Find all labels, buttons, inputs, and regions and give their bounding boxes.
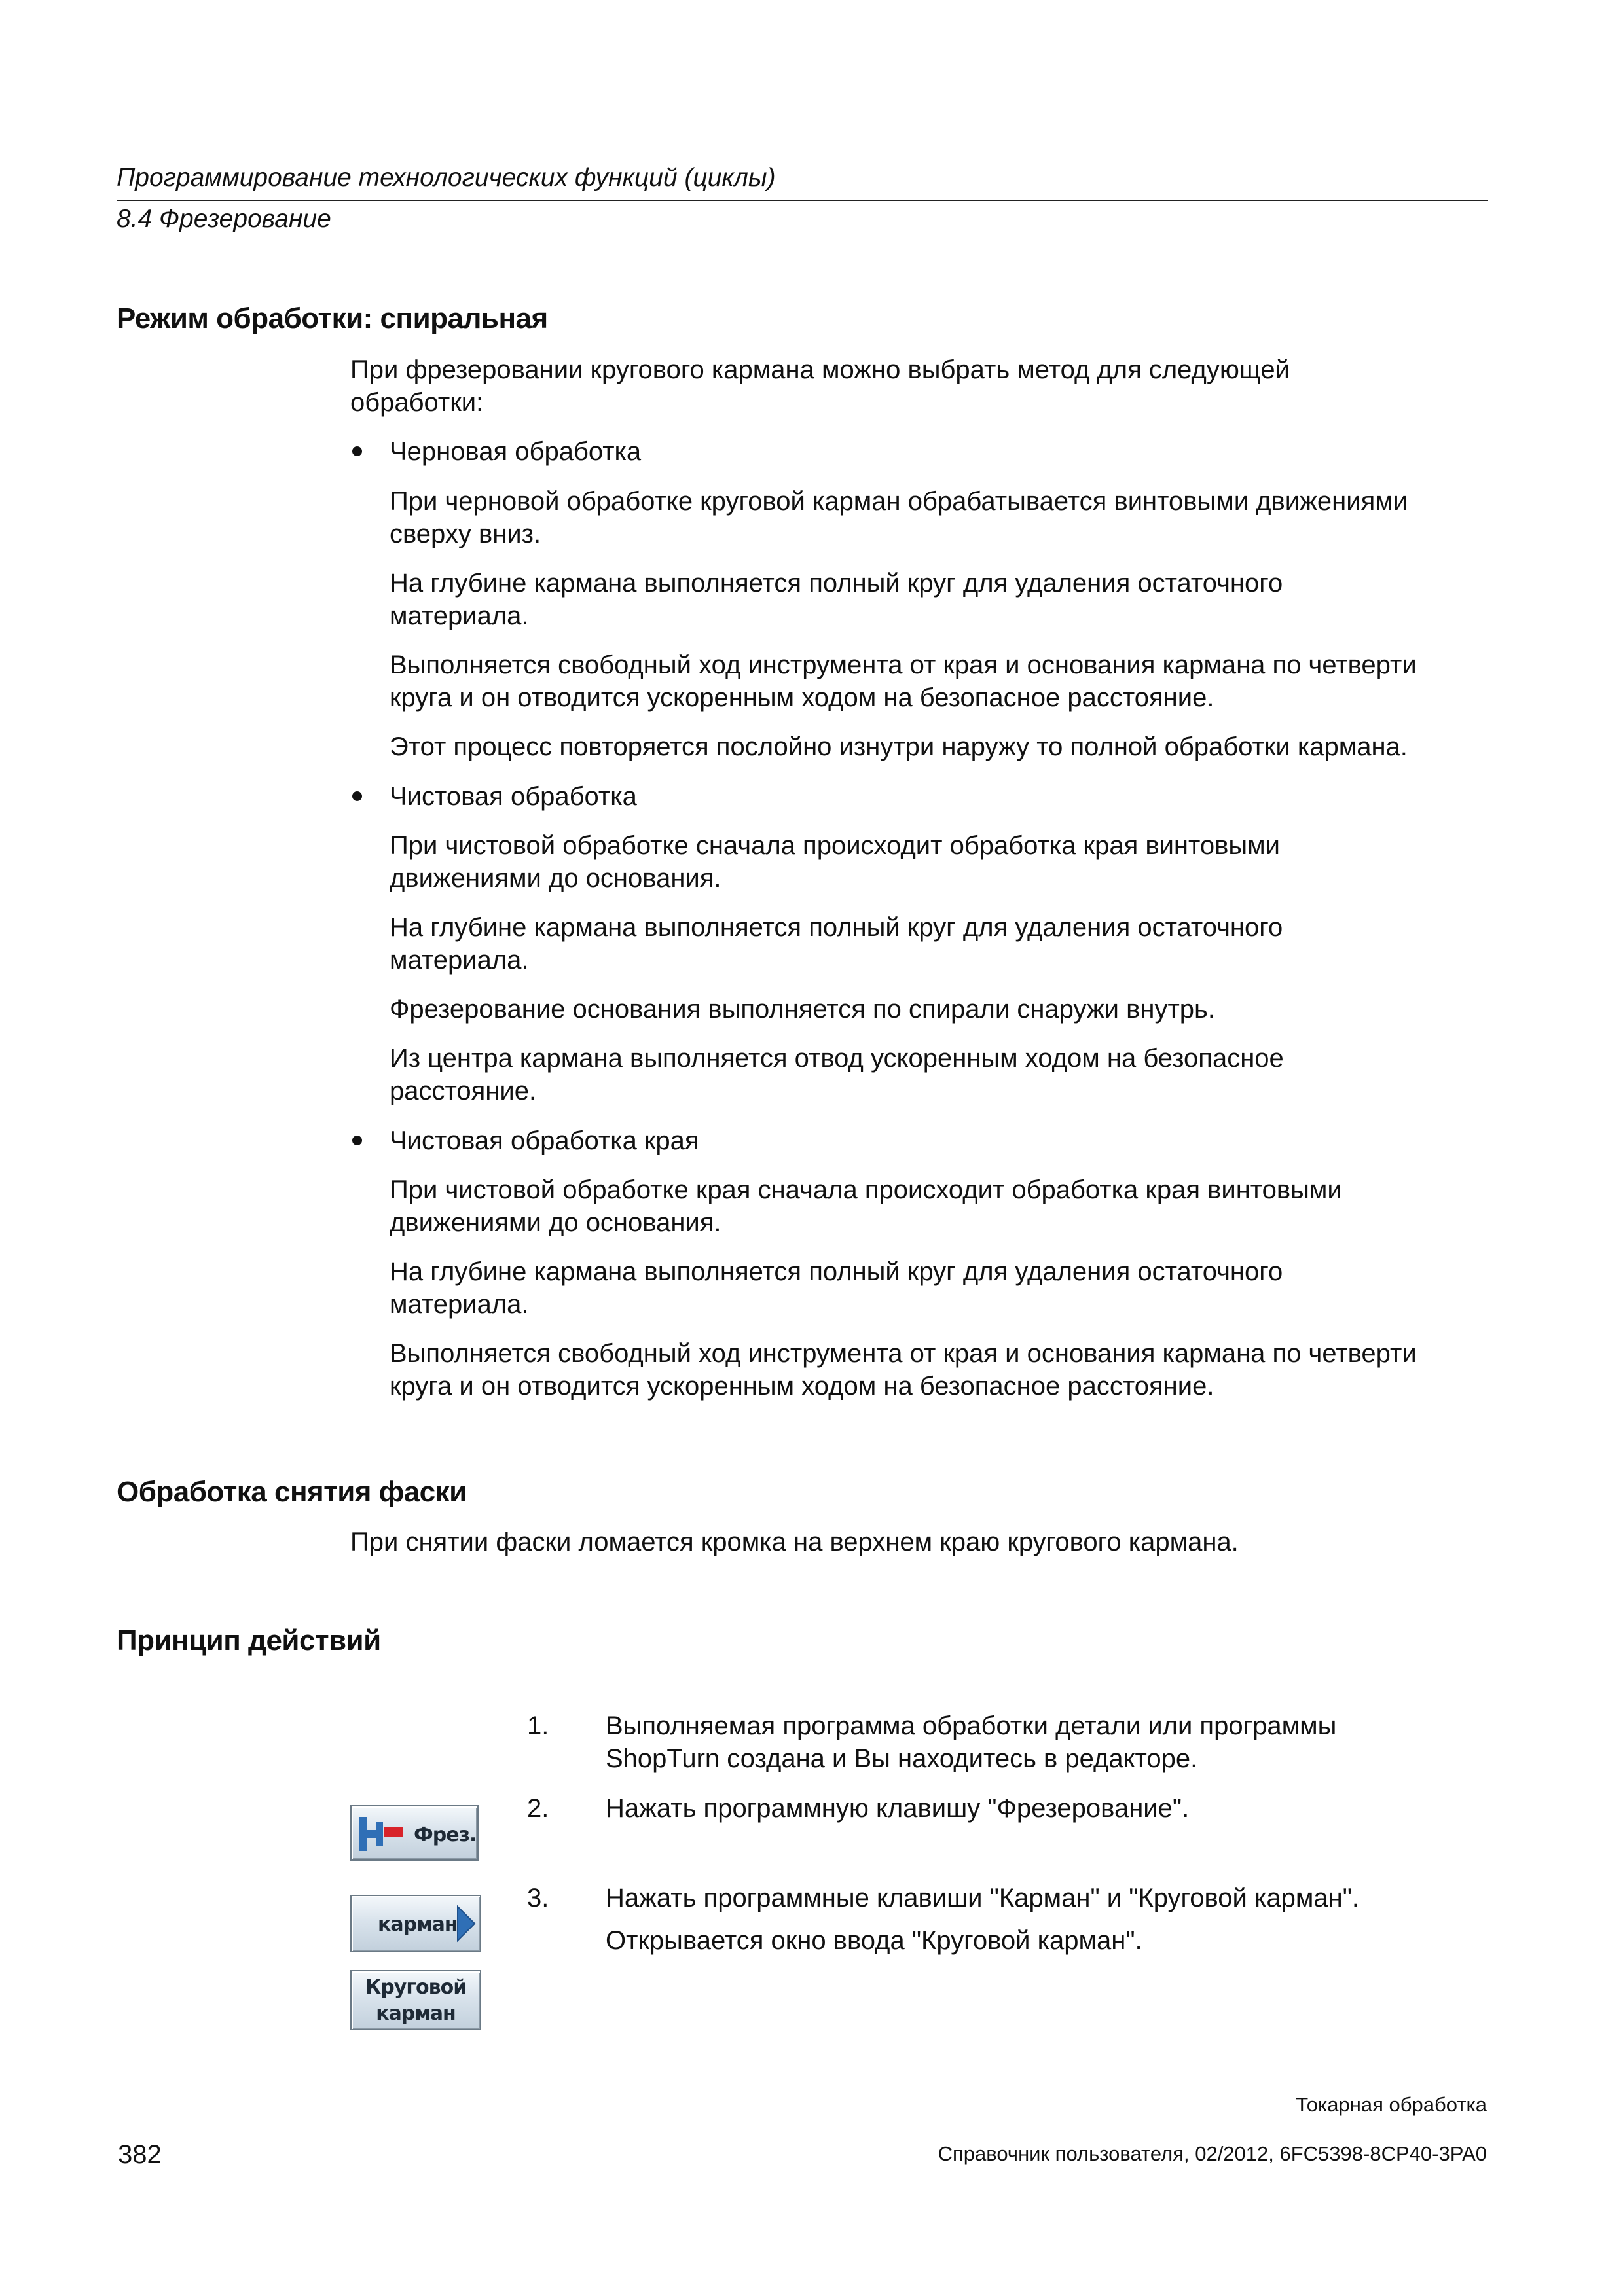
step-number: 3. bbox=[527, 1884, 549, 1912]
step-number: 2. bbox=[527, 1794, 549, 1823]
paragraph-line: При чистовой обработке сначала происходит обработка края винтовыми bbox=[390, 831, 1280, 860]
paragraph-line: На глубине кармана выполняется полный круг для удаления остаточного bbox=[390, 569, 1283, 598]
header-divider bbox=[117, 200, 1488, 201]
heading-procedure: Принцип действий bbox=[117, 1624, 381, 1657]
paragraph-line: На глубине кармана выполняется полный круг для удаления остаточного bbox=[390, 913, 1283, 942]
paragraph-line: сверху вниз. bbox=[390, 520, 541, 548]
paragraph-line: круга и он отводится ускоренным ходом на безопасное расстояние. bbox=[390, 683, 1214, 712]
bullet-title: Черновая обработка bbox=[390, 437, 642, 466]
section-title: 8.4 Фрезерование bbox=[117, 205, 331, 233]
paragraph-line: При чистовой обработке края сначала происходит обработка края винтовыми bbox=[390, 1175, 1342, 1204]
chamfer-text: При снятии фаски ломается кромка на верхнем краю кругового кармана. bbox=[350, 1528, 1239, 1556]
pocket-softkey[interactable] bbox=[350, 1895, 481, 1952]
paragraph-line: Выполняется свободный ход инструмента от края и основания кармана по четверти bbox=[390, 651, 1417, 679]
step-text: Выполняемая программа обработки детали или программы bbox=[606, 1712, 1337, 1740]
bullet-title: Чистовая обработка bbox=[390, 782, 637, 811]
milling-tool-icon bbox=[356, 1813, 408, 1855]
heading-spiral-mode: Режим обработки: спиральная bbox=[117, 302, 548, 334]
paragraph-line: При черновой обработке круговой карман обрабатывается винтовыми движениями bbox=[390, 487, 1408, 516]
paragraph-line: Фрезерование основания выполняется по спирали снаружи внутрь. bbox=[390, 995, 1215, 1024]
paragraph-line: материала. bbox=[390, 601, 529, 630]
step-text: Открывается окно ввода "Круговой карман". bbox=[606, 1926, 1142, 1955]
step-text: Нажать программную клавишу "Фрезерование". bbox=[606, 1794, 1190, 1823]
page-number: 382 bbox=[118, 2140, 162, 2169]
paragraph-line: материала. bbox=[390, 946, 529, 975]
circular-pocket-softkey-label: карман bbox=[376, 2002, 456, 2025]
step-number: 1. bbox=[527, 1712, 549, 1740]
footer-book-title: Токарная обработка bbox=[1296, 2093, 1487, 2116]
step-text: Нажать программные клавиши "Карман" и "Круговой карман". bbox=[606, 1884, 1360, 1912]
heading-chamfer: Обработка снятия фаски bbox=[117, 1476, 467, 1508]
arrow-right-icon bbox=[455, 1904, 477, 1943]
circular-pocket-softkey-label: Круговой bbox=[365, 1976, 467, 1999]
paragraph-line: движениями до основания. bbox=[390, 1208, 721, 1237]
bullet-dot bbox=[352, 1136, 362, 1145]
step-text: ShopTurn создана и Вы находитесь в редакторе. bbox=[606, 1744, 1198, 1773]
intro-line: При фрезеровании кругового кармана можно выбрать метод для следующей bbox=[350, 355, 1290, 384]
pocket-softkey-label: карман bbox=[378, 1913, 458, 1936]
circular-pocket-softkey[interactable] bbox=[350, 1970, 481, 2030]
paragraph-line: Из центра кармана выполняется отвод ускоренным ходом на безопасное bbox=[390, 1044, 1284, 1073]
bullet-title: Чистовая обработка края bbox=[390, 1126, 699, 1155]
paragraph-line: На глубине кармана выполняется полный круг для удаления остаточного bbox=[390, 1257, 1283, 1286]
footer-reference: Справочник пользователя, 02/2012, 6FC5398-8CP40-3PA0 bbox=[938, 2142, 1487, 2165]
paragraph-line: материала. bbox=[390, 1290, 529, 1319]
milling-softkey[interactable] bbox=[350, 1805, 479, 1861]
milling-softkey-label: Фрез. bbox=[414, 1823, 477, 1846]
bullet-dot bbox=[352, 446, 362, 456]
paragraph-line: расстояние. bbox=[390, 1077, 537, 1105]
paragraph-line: Выполняется свободный ход инструмента от края и основания кармана по четверти bbox=[390, 1339, 1417, 1368]
paragraph-line: движениями до основания. bbox=[390, 864, 721, 893]
intro-line: обработки: bbox=[350, 388, 484, 417]
paragraph-line: круга и он отводится ускоренным ходом на безопасное расстояние. bbox=[390, 1372, 1214, 1401]
bullet-dot bbox=[352, 791, 362, 801]
chapter-title: Программирование технологических функций (циклы) bbox=[117, 164, 776, 192]
paragraph-line: Этот процесс повторяется послойно изнутри наружу то полной обработки кармана. bbox=[390, 732, 1408, 761]
